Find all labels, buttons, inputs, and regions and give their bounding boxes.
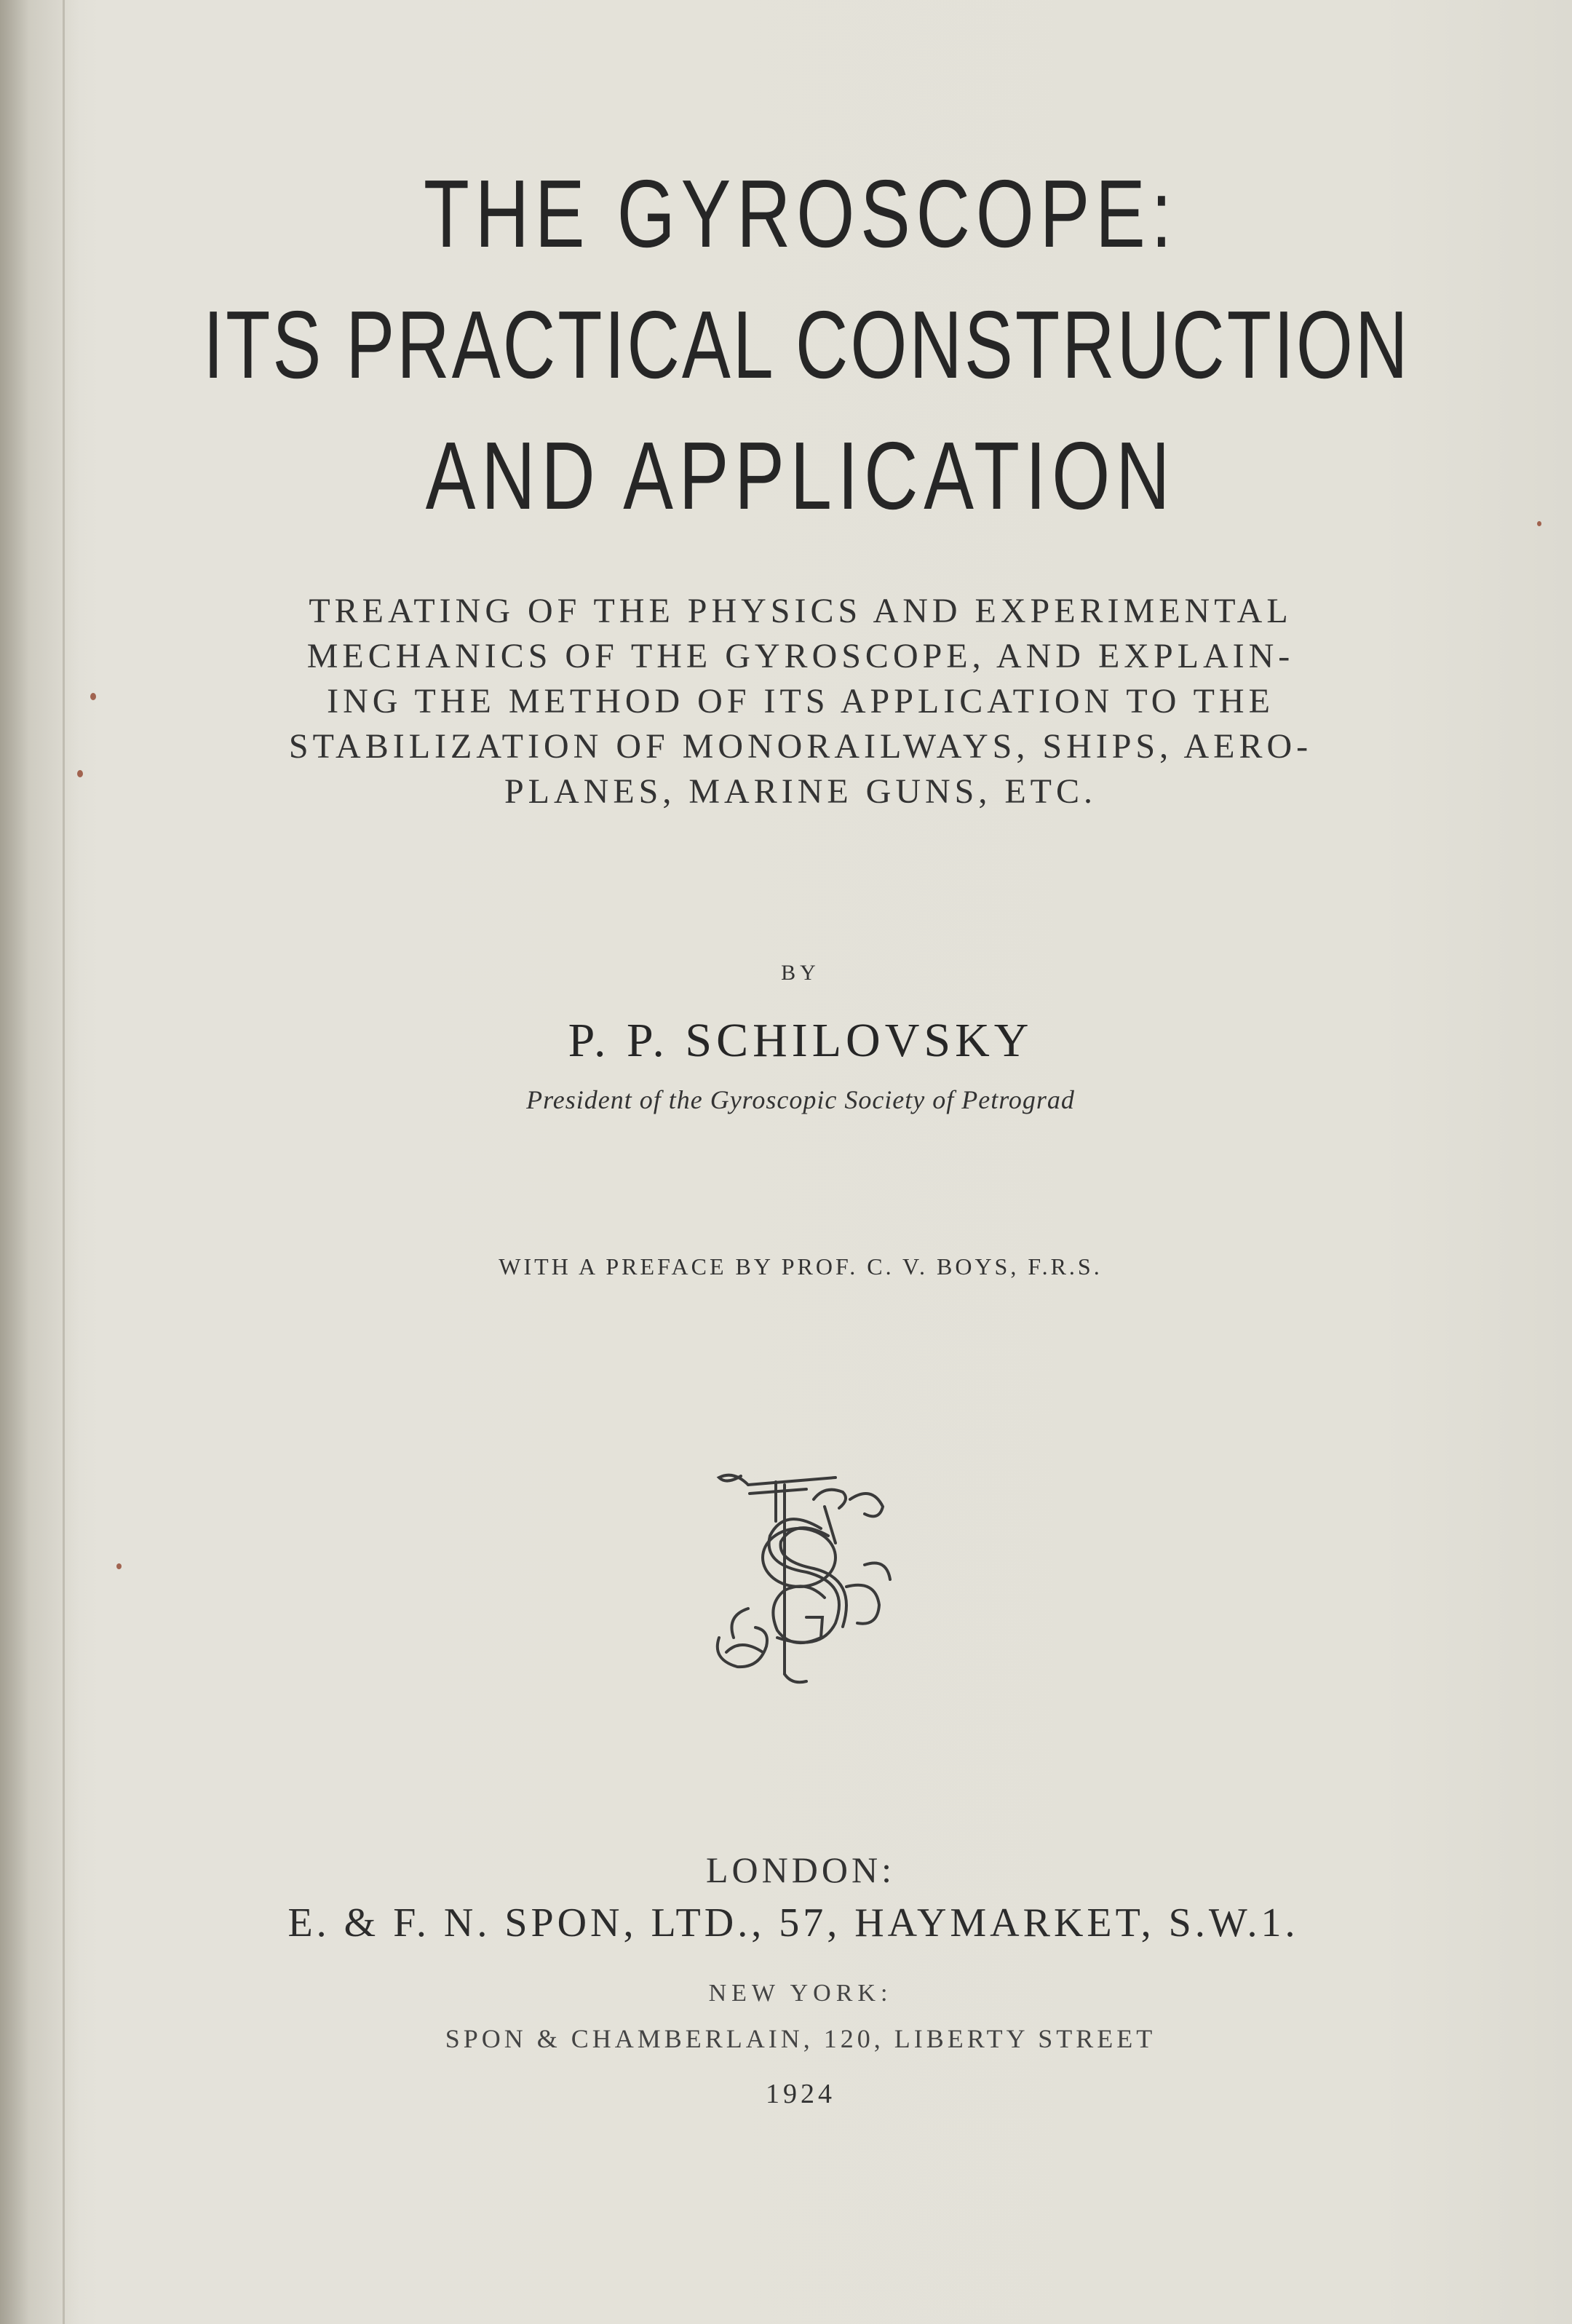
author-affiliation: President of the Gyroscopic Society of Petrograd [526,1085,1075,1114]
foxing-spot [116,1563,122,1569]
imprint-second-city: NEW YORK: [708,1980,893,2007]
gutter-shadow [0,0,80,2324]
imprint-year: 1924 [766,2079,835,2109]
subtitle-line-3: ING THE METHOD OF ITS APPLICATION TO THE [327,682,1274,721]
subtitle-line-2: MECHANICS OF THE GYROSCOPE, AND EXPLAIN- [306,637,1295,675]
by-label: BY [781,961,820,985]
subtitle-line-4: STABILIZATION OF MONORAILWAYS, SHIPS, AERO- [288,727,1313,766]
subtitle-line-1: TREATING OF THE PHYSICS AND EXPERIMENTAL [309,592,1293,630]
preface-credit: WITH A PREFACE BY PROF. C. V. BOYS, F.R.S. [499,1253,1103,1280]
gutter-fold [63,0,65,2324]
foxing-spot [1537,521,1541,526]
imprint-publisher: E. & F. N. SPON, LTD., 57, HAYMARKET, S.W.1. [287,1900,1299,1946]
author-name: P. P. SCHILOVSKY [568,1014,1033,1067]
imprint-second-publisher: SPON & CHAMBERLAIN, 120, LIBERTY STREET [445,2024,1156,2053]
title-line-3: AND APPLICATION [425,422,1176,529]
publisher-monogram-icon [697,1456,901,1689]
imprint-city: LONDON: [706,1849,895,1890]
subtitle-line-5: PLANES, MARINE GUNS, ETC. [504,772,1097,811]
title-line-1: THE GYROSCOPE: [423,160,1178,267]
title-line-2: ITS PRACTICAL CONSTRUCTION [203,291,1410,398]
